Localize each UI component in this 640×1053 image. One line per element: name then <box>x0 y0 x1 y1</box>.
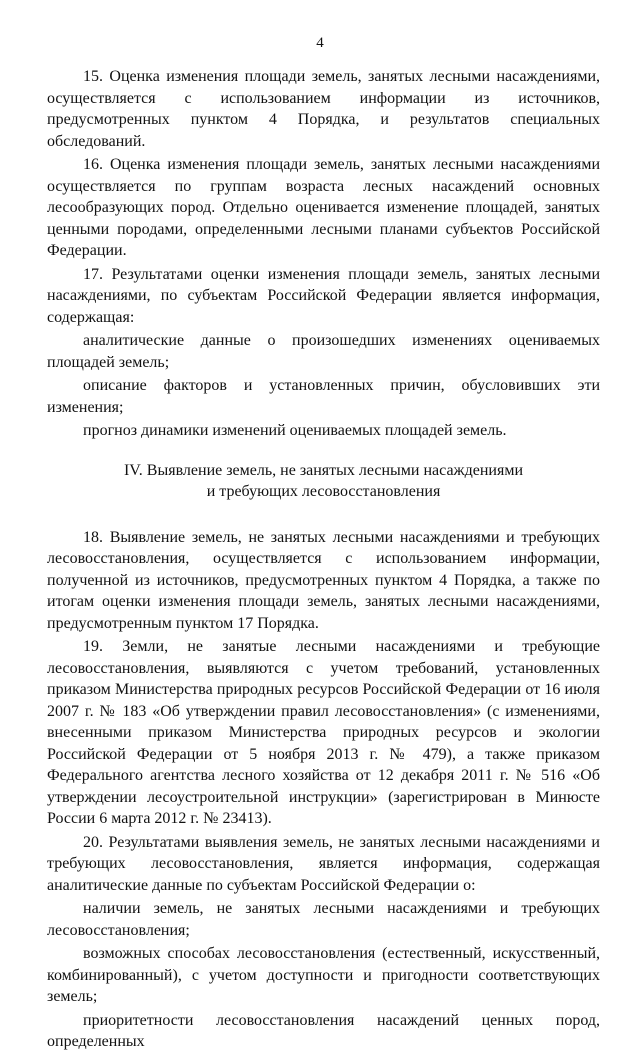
section-heading <box>47 460 600 503</box>
list-item-factors: описание факторов и установленных причин, обусловивших эти изменения; <box>47 377 600 416</box>
paragraph-16: 16. Оценка изменения площади земель, занятых лесными насаждениями осуществляется по группам возраста лесных насаждений основных лесообразующих пород. Отдельно оценивается изменение площадей, занятых ценными породами, определенными лесными планами субъектов Российской Федерации. <box>47 156 600 259</box>
paragraph-15: 15. Оценка изменения площади земель, занятых лесными насаждениями, осуществляется с использованием информации из источников, предусмотренных пунктом 4 Порядка, и результатов специальных обследований. <box>47 68 600 150</box>
list-item-forecast: прогноз динамики изменений оцениваемых площадей земель. <box>83 422 507 439</box>
list-item-land-availability: наличии земель, не занятых лесными насаждениями и требующих лесовосстановления; <box>47 900 600 939</box>
list-item-analytics: аналитические данные о произошедших изменениях оцениваемых площадей земель; <box>47 332 600 371</box>
list-item-restoration-methods: возможных способах лесовосстановления (естественный, искусственный, комбинированный), с учетом доступности и пригодности соответствующих земель; <box>47 945 600 1005</box>
section-heading-line-1: IV. Выявление земель, не занятых лесными насаждениями <box>123 461 524 479</box>
paragraph-20: 20. Результатами выявления земель, не занятых лесными насаждениями и требующих лесовосстановления, является информация, содержащая аналитические данные по субъектам Российской Федерации о: <box>47 833 600 894</box>
paragraph-18: 18. Выявление земель, не занятых лесными насаждениями и требующих лесовосстановления, осуществляется с использованием информации, полученной из источников, предусмотренных пунктом 4 Порядка, а также по итогам оценки изменения площади земель, занятых лесными насаждениями, предусмотренным пунктом 17 Порядка. <box>47 528 600 632</box>
section-heading-line-2: и требующих лесовосстановления <box>206 483 441 500</box>
paragraph-17: 17. Результатами оценки изменения площади земель, занятых лесными насаждениями, по субъектам Российской Федерации является информация, содержащая: <box>47 265 600 326</box>
paragraph-19: 19. Земли, не занятые лесными насаждениями и требующие лесовосстановления, выявляются с учетом требований, установленных приказом Министерства природных ресурсов Российской Федерации от 16 июля 2007 г. № 183 «Об утверждении правил лесовосстановления» (с изменениями, внесенными приказом Министерства природных ресурсов и экологии Российской Федерации от 5 ноября 2013 г. № 479), а также приказом Федерального агентства лесного хозяйства от 12 декабря 2011 г. № 516 «Об утверждении лесоустроительной инструкции» (зарегистрирован в Минюсте России 6 марта 2012 г. № 23413). <box>47 638 600 827</box>
page-number: 4 <box>316 35 324 51</box>
list-item-priority: приоритетности лесовосстановления насаждений ценных пород, определенных <box>47 1011 600 1050</box>
